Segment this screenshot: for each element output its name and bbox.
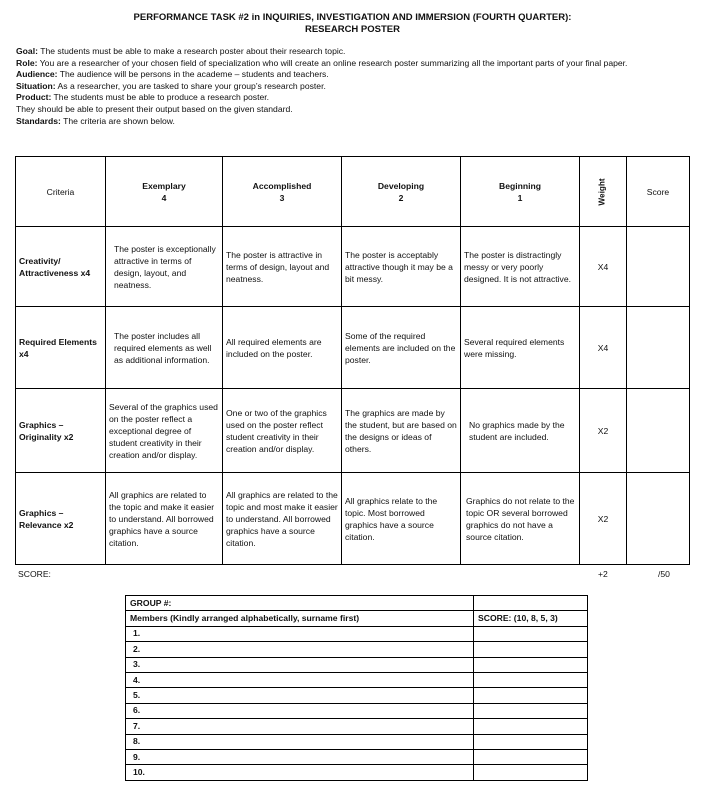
criteria-header: Criteria — [16, 157, 106, 227]
descriptor-cell: Several of the graphics used on the poster reflect a exceptional degree of student creativity in their creation and/or display. — [106, 389, 223, 473]
member-name-cell[interactable]: 4. — [126, 672, 474, 687]
descriptor-cell: All graphics are related to the topic and make it easier to understand. All borrowed graphics have a source citation. — [106, 473, 223, 565]
score-weight-total: +2 — [598, 569, 608, 579]
descriptor-cell: All graphics relate to the topic. Most borrowed graphics have a source citation. — [342, 473, 461, 565]
member-row — [126, 672, 588, 687]
member-row — [126, 688, 588, 703]
member-score-cell[interactable] — [474, 688, 588, 703]
member-row — [126, 765, 588, 780]
descriptor-cell: The poster is distractingly messy or very poorly designed. It is not attractive. — [461, 227, 580, 307]
presentation-line: They should be able to present their output based on the given standard. — [16, 103, 293, 114]
member-name-cell[interactable]: 1. — [126, 626, 474, 641]
member-row — [126, 642, 588, 657]
group-members-table — [125, 595, 588, 781]
score-cell[interactable] — [627, 307, 690, 389]
weight-cell: X2 — [580, 389, 627, 473]
member-row — [126, 749, 588, 764]
rubric-row — [16, 307, 690, 389]
member-score-cell[interactable] — [474, 672, 588, 687]
member-score-cell[interactable] — [474, 765, 588, 780]
descriptor-cell: The poster is attractive in terms of design, layout and neatness. — [223, 227, 342, 307]
criterion-label: Graphics – Relevance x2 — [16, 473, 106, 565]
member-score-cell[interactable] — [474, 642, 588, 657]
group-number-field[interactable] — [474, 596, 588, 611]
weight-cell: X4 — [580, 307, 627, 389]
member-score-cell[interactable] — [474, 734, 588, 749]
descriptor-cell: No graphics made by the student are included. — [461, 389, 580, 473]
member-name-cell[interactable]: 5. — [126, 688, 474, 703]
score-label: SCORE: — [18, 569, 51, 579]
level-header-developing: Developing 2 — [342, 157, 461, 227]
member-score-header: SCORE: (10, 8, 5, 3) — [474, 611, 588, 626]
descriptor-cell: Several required elements were missing. — [461, 307, 580, 389]
member-row — [126, 657, 588, 672]
member-name-cell[interactable]: 2. — [126, 642, 474, 657]
score-cell[interactable] — [627, 227, 690, 307]
document-title: PERFORMANCE TASK #2 in INQUIRIES, INVESTIGATION AND IMMERSION (FOURTH QUARTER): — [133, 12, 572, 23]
member-score-cell[interactable] — [474, 657, 588, 672]
descriptor-cell: The poster includes all required elements as well as additional information. — [106, 307, 223, 389]
level-header-accomplished: Accomplished 3 — [223, 157, 342, 227]
role-line: Role: You are a researcher of your chosen field of specialization who will create an online research poster summarizing all the important parts of your final paper. — [16, 57, 628, 68]
criterion-label: Required Elements x4 — [16, 307, 106, 389]
level-header-beginning: Beginning 1 — [461, 157, 580, 227]
member-name-cell[interactable]: 9. — [126, 749, 474, 764]
member-score-cell[interactable] — [474, 719, 588, 734]
rubric-header-row — [16, 157, 690, 227]
member-row — [126, 734, 588, 749]
standards-line: Standards: The criteria are shown below. — [16, 115, 175, 126]
rubric-table — [15, 156, 690, 565]
member-name-cell[interactable]: 7. — [126, 719, 474, 734]
member-score-cell[interactable] — [474, 626, 588, 641]
criterion-label: Creativity/ Attractiveness x4 — [16, 227, 106, 307]
member-name-cell[interactable]: 6. — [126, 703, 474, 718]
members-header: Members (Kindly arranged alphabetically, surname first) — [126, 611, 474, 626]
document-subtitle: RESEARCH POSTER — [304, 24, 400, 35]
rubric-row — [16, 227, 690, 307]
descriptor-cell: The graphics are made by the student, but are based on the designs or ideas of others. — [342, 389, 461, 473]
rubric-row — [16, 473, 690, 565]
descriptor-cell: All required elements are included on the poster. — [223, 307, 342, 389]
audience-line: Audience: The audience will be persons in the academe – students and teachers. — [16, 69, 329, 80]
group-header-row — [126, 611, 588, 626]
descriptor-cell: The poster is acceptably attractive though it may be a bit messy. — [342, 227, 461, 307]
member-row — [126, 719, 588, 734]
descriptor-cell: Graphics do not relate to the topic OR several borrowed graphics do not have a source citation. — [461, 473, 580, 565]
score-cell[interactable] — [627, 473, 690, 565]
goal-line: Goal: The students must be able to make a research poster about their research topic. — [16, 46, 346, 56]
member-name-cell[interactable]: 8. — [126, 734, 474, 749]
criterion-label: Graphics – Originality x2 — [16, 389, 106, 473]
situation-line: Situation: As a researcher, you are tasked to share your group’s research poster. — [16, 80, 326, 91]
descriptor-cell: One or two of the graphics used on the poster reflect student creativity in their creation and/or display. — [223, 389, 342, 473]
group-number-label: GROUP #: — [126, 596, 474, 611]
member-row — [126, 703, 588, 718]
member-score-cell[interactable] — [474, 749, 588, 764]
member-name-cell[interactable]: 10. — [126, 765, 474, 780]
group-number-row — [126, 596, 588, 611]
descriptor-cell: The poster is exceptionally attractive in terms of design, layout, and neatness. — [106, 227, 223, 307]
weight-cell: X2 — [580, 473, 627, 565]
member-score-cell[interactable] — [474, 703, 588, 718]
member-row — [126, 626, 588, 641]
rubric-row — [16, 389, 690, 473]
level-header-exemplary: Exemplary 4 — [106, 157, 223, 227]
score-header: Score — [627, 157, 690, 227]
task-description — [16, 46, 688, 127]
weight-cell: X4 — [580, 227, 627, 307]
member-name-cell[interactable]: 3. — [126, 657, 474, 672]
weight-header: Weight — [580, 157, 627, 227]
descriptor-cell: Some of the required elements are included on the poster. — [342, 307, 461, 389]
score-cell[interactable] — [627, 389, 690, 473]
product-line: Product: The students must be able to produce a research poster. — [16, 92, 270, 103]
score-total: /50 — [658, 569, 670, 579]
descriptor-cell: All graphics are related to the topic and most make it easier to understand. All borrowed graphics have a source citation. — [223, 473, 342, 565]
